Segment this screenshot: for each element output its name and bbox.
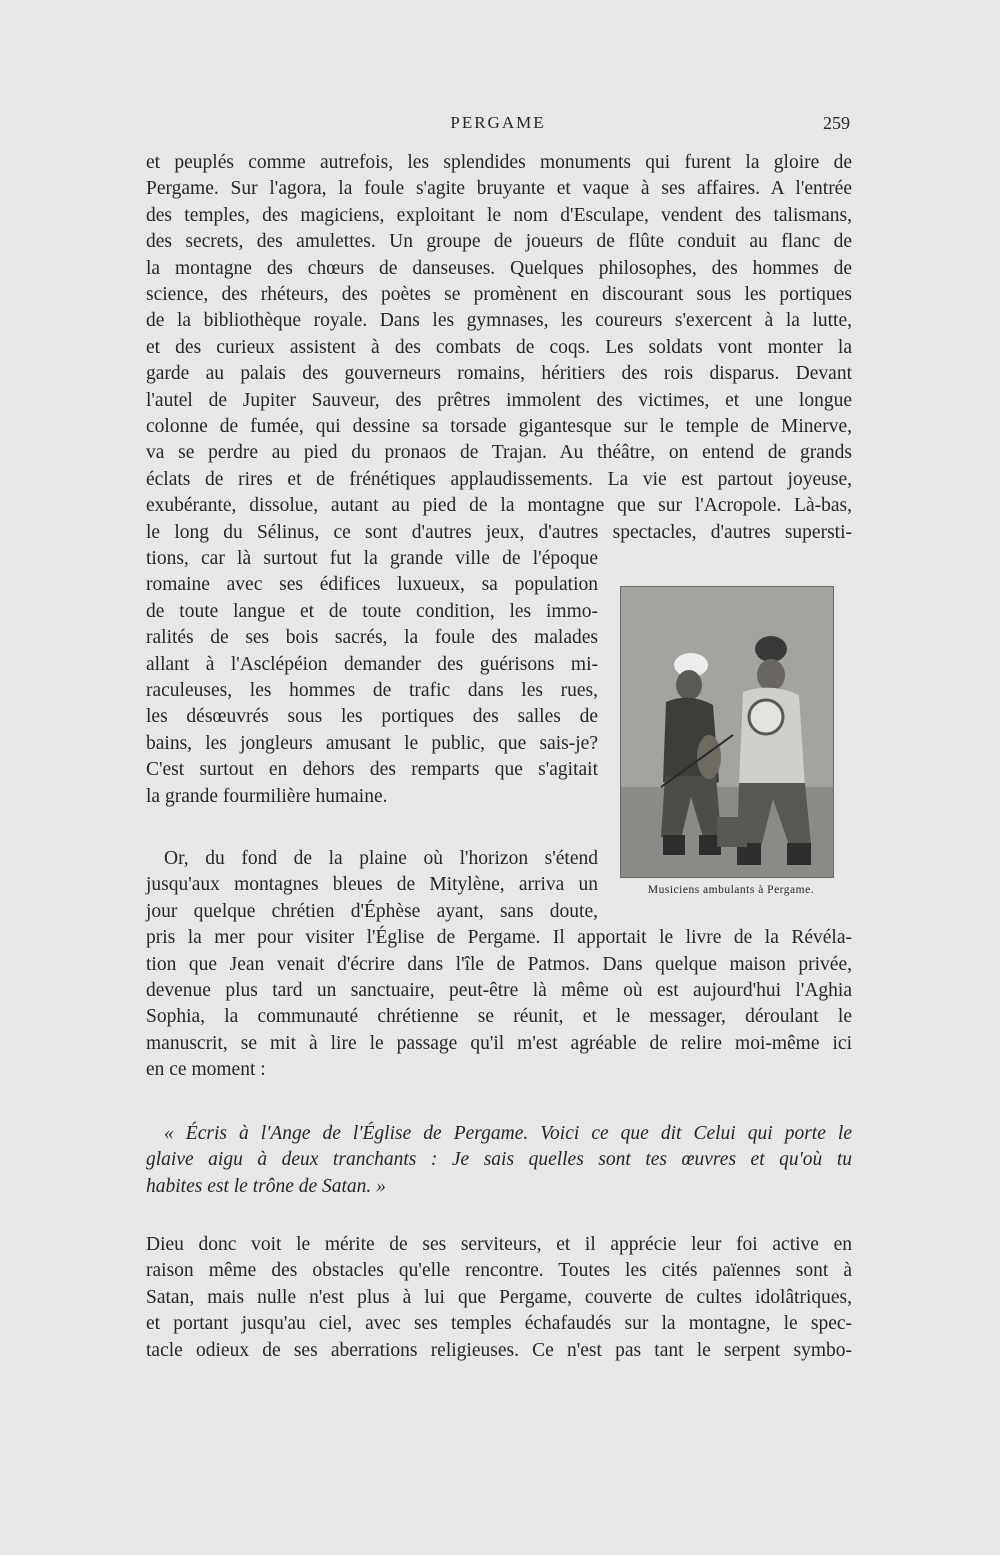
paragraph2-line: jour quelque chrétien d'Éphèse ayant, sans doute, (146, 900, 598, 922)
paragraph1-line: éclats de rires et de frénétiques applaudissements. La vie est partout joyeuse, (146, 468, 852, 490)
paragraph3-line: raison même des obstacles qu'elle rencontre. Toutes les cités païennes sont à (146, 1260, 852, 1282)
running-title: PERGAME (450, 113, 546, 132)
paragraph2-line: jusqu'aux montagnes bleues de Mitylène, arriva un (146, 874, 598, 896)
paragraph1-line: allant à l'Asclépéion demander des guérisons mi- (146, 653, 598, 675)
paragraph2-line: pris la mer pour visiter l'Église de Pergame. Il apportait le livre de la Révéla- (146, 927, 852, 949)
paragraph1-line: de toute langue et de toute condition, les immo- (146, 600, 598, 622)
paragraph1-line: ralités de ses bois sacrés, la foule des malades (146, 627, 598, 649)
paragraph1-line: le long du Sélinus, ce sont d'autres jeux, d'autres spectacles, d'autres supersti- (146, 521, 852, 543)
paragraph1-line: Pergame. Sur l'agora, la foule s'agite bruyante et vaque à ses affaires. A l'entrée (146, 178, 852, 200)
figure-caption: Musiciens ambulants à Pergame. (647, 884, 815, 896)
paragraph3-line: et portant jusqu'au ciel, avec ses temples échafaudés sur la montagne, le spec- (146, 1313, 852, 1335)
paragraph1-line: la grande fourmilière humaine. (146, 785, 388, 807)
paragraph2-line: tion que Jean venait d'écrire dans l'île de Patmos. Dans quelque maison privée, (146, 953, 852, 975)
paragraph1-line: de la bibliothèque royale. Dans les gymnases, les coureurs s'exercent à la lutte, (146, 310, 852, 332)
paragraph1-line: et peuplés comme autrefois, les splendides monuments qui furent la gloire de (146, 152, 852, 173)
paragraph3-line: tacle odieux de ses aberrations religieuses. Ce n'est pas tant le serpent symbo- (146, 1339, 852, 1361)
quote-line: habites est le trône de Satan. » (146, 1175, 386, 1197)
paragraph1-line: les désœuvrés sous les portiques des salles de (146, 706, 598, 728)
paragraph1-line: et des curieux assistent à des combats de coqs. Les soldats vont monter la (146, 336, 852, 358)
quote-line: glaive aigu à deux tranchants : Je sais quelles sont tes œuvres et qu'où tu (146, 1149, 852, 1171)
musicians-illustration (621, 587, 833, 877)
paragraph1-line: l'autel de Jupiter Sauveur, des prêtres immolent des victimes, et une longue (146, 389, 852, 411)
paragraph1-line: raculeuses, les hommes de trafic dans les rues, (146, 680, 598, 701)
paragraph1-line: C'est surtout en dehors des remparts que s'agitait (146, 759, 598, 781)
paragraph1-line: science, des rhéteurs, des poètes se promènent en discourant sous les portiques (146, 284, 852, 305)
paragraph1-line: tions, car là surtout fut la grande ville de l'époque (146, 548, 598, 569)
musicians-photograph (620, 586, 834, 878)
paragraph1-line: garde au palais des gouverneurs romains, héritiers des rois disparus. Devant (146, 363, 852, 385)
paragraph2-line: en ce moment : (146, 1059, 266, 1081)
paragraph1-line: la montagne des chœurs de danseuses. Quelques philosophes, des hommes de (146, 257, 852, 279)
paragraph1-line: des temples, des magiciens, exploitant le nom d'Esculape, vendent des talismans, (146, 204, 852, 226)
paragraph1-line: romaine avec ses édifices luxueux, sa population (146, 574, 598, 596)
paragraph2-line: manuscrit, se mit à lire le passage qu'il m'est agréable de relire moi-même ici (146, 1032, 852, 1054)
paragraph3-line: Dieu donc voit le mérite de ses serviteurs, et il apprécie leur foi active en (146, 1234, 852, 1255)
paragraph2-line: Sophia, la communauté chrétienne se réunit, et le messager, déroulant le (146, 1006, 852, 1028)
paragraph3-line: Satan, mais nulle n'est plus à lui que Pergame, couverte de cultes idolâtriques, (146, 1286, 852, 1308)
paragraph2-line: Or, du fond de la plaine où l'horizon s'étend (164, 848, 598, 869)
paragraph1-line: des secrets, des amulettes. Un groupe de joueurs de flûte conduit au flanc de (146, 231, 852, 253)
paragraph1-line: bains, les jongleurs amusant le public, que sais-je? (146, 732, 598, 754)
page-number: 259 (823, 113, 850, 133)
paragraph1-line: va se perdre au pied du pronaos de Trajan. Au théâtre, on entend de grands (146, 442, 852, 464)
paragraph2-line: devenue plus tard un sanctuaire, peut-être là même où est aujourd'hui l'Aghia (146, 980, 852, 1001)
quote-line: « Écris à l'Ange de l'Église de Pergame. Voici ce que dit Celui qui porte le (164, 1123, 852, 1144)
running-head (146, 113, 850, 139)
paragraph1-line: colonne de fumée, qui dessine sa torsade gigantesque sur le temple de Minerve, (146, 416, 852, 437)
paragraph1-line: exubérante, dissolue, autant au pied de la montagne que sur l'Acropole. Là-bas, (146, 495, 852, 517)
